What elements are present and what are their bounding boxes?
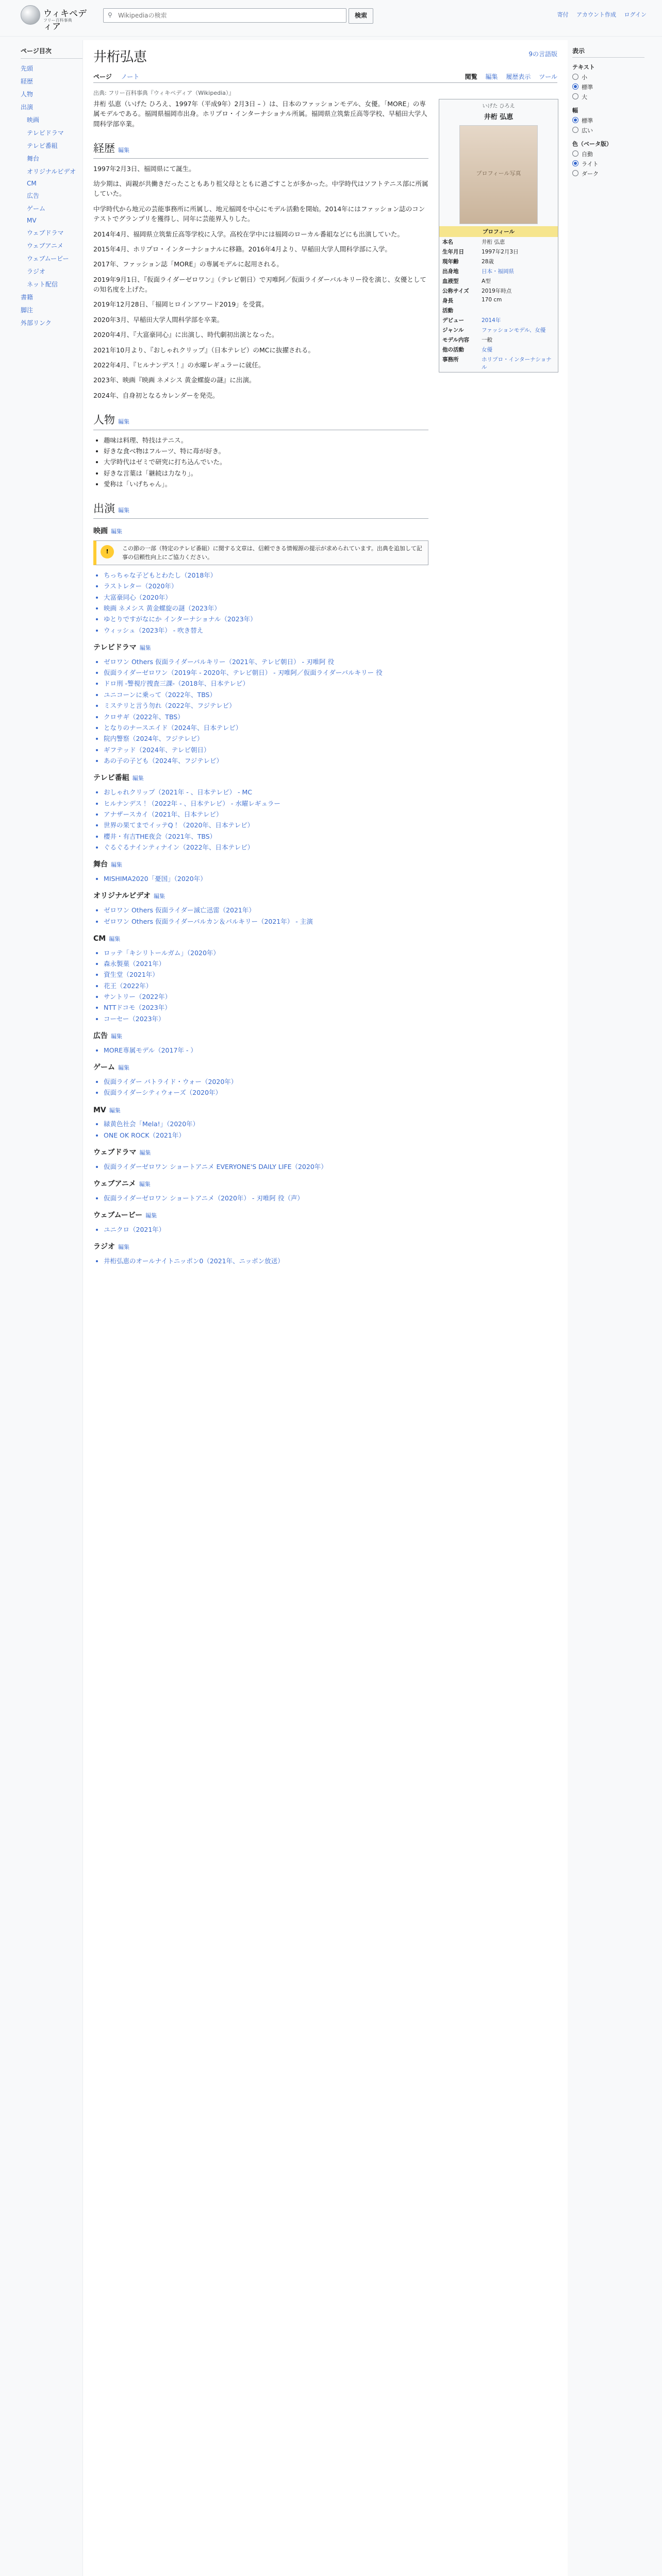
infobox-row: 血液型 A型 [442,278,491,284]
list-item: • 好きな食べ物はフルーツ、特に苺が好き。 [104,446,428,456]
list-item[interactable]: • サントリー（2022年） [104,992,428,1002]
tab-article[interactable]: ページ [93,73,112,80]
toc-item[interactable]: ウェブアニメ [27,242,63,249]
list-item[interactable]: • あの子の子ども（2024年、フジテレビ） [104,756,428,766]
infobox-row: 現年齢 28歳 [442,259,494,265]
infobox-row: 出身地 日本・福岡県 [442,268,514,275]
color-option[interactable]: ライト [572,160,644,168]
subsection-heading: ウェブドラマ 編集 [93,1148,151,1157]
section-heading-appearances: 出演 編集 [93,500,428,519]
list-item[interactable]: • 花王（2022年） [104,981,428,991]
list-item[interactable]: • 院内警察（2024年、フジテレビ） [104,734,428,743]
career-paragraph: 中学時代から地元の芸能事務所に所属し、地元福岡を中心にモデル活動を開始。2014年にはファッション誌のコンテストでグランプリを獲得し、同年に芸能界入りした。 [93,205,425,223]
list-item[interactable]: • ユニコーンに乗って（2022年、TBS） [104,690,428,700]
infobox-band: プロフィール [439,226,558,237]
donate-link[interactable]: 寄付 [557,11,569,18]
toc-item[interactable]: ネット配信 [27,281,58,288]
toc-item[interactable]: テレビ番組 [27,142,58,149]
edit-section-link[interactable]: 編集 [118,147,129,154]
page-title: 井桁弘恵 [93,49,147,65]
notice-text: この節の一部（特定のテレビ番組）に関する文章は、信頼できる情報源の提示が求められています。出典を追加して記事の信頼性向上にご協力ください。 [122,545,422,561]
intro-paragraph: 井桁 弘恵（いげた ひろえ、1997年（平成9年）2月3日 – ）は、日本のファッションモデル、女優。「MORE」の専属モデルである。福岡県福岡市出身。ホリプロ・インターナショナル所属。福岡県立筑紫丘高等学校、早稲田大学人間科学部卒業。 [93,100,427,128]
search-button[interactable]: 検索 [349,8,373,24]
appearance-list [93,948,428,1024]
radio-icon [572,150,578,157]
list-item[interactable]: • 大富豪同心（2020年） [104,592,428,602]
page-tabs [93,70,557,83]
infobox [439,99,558,372]
search-input[interactable] [117,10,341,21]
article-body [93,99,428,2576]
logo-wordmark: ウィキペディア [43,9,87,32]
tab-talk[interactable]: ノート [121,73,140,80]
career-paragraph: 2022年4月、『ヒルナンデス！』の水曜レギュラーに就任。 [93,361,265,369]
list-item[interactable]: • 世界の果てまでイッテQ！（2020年、日本テレビ） [104,820,428,830]
infobox-row: 身長 170 cm [442,297,502,304]
toc-item[interactable]: 先頭 [21,65,34,72]
career-paragraph: 2014年4月、福岡県立筑紫丘高等学校に入学。高校在学中には福岡のローカル番組などにも出演していた。 [93,230,404,238]
list-item[interactable]: • 仮面ライダーシティウォーズ（2020年） [104,1088,428,1097]
appearance-list [93,1045,428,1055]
list-item[interactable]: • ぐるぐるナインティナイン（2022年、日本テレビ） [104,842,428,852]
list-item[interactable]: • ロッテ「キシリトールガム」（2020年） [104,948,428,958]
career-paragraph: 2020年4月、『大富豪同心』に出演し、時代劇初出演となった。 [93,331,278,339]
career-paragraph: 2015年4月、ホリプロ・インターナショナルに移籍。2016年4月より、早稲田大学人間科学部に入学。 [93,245,391,253]
text-size-option[interactable]: 大 [572,93,644,101]
list-item[interactable]: • おしゃれクリップ（2021年 - 、日本テレビ） - MC [104,787,428,797]
appearance-list [93,1225,428,1234]
appearance-panel [572,46,644,179]
appearance-list [93,1119,428,1140]
toc-item[interactable]: オリジナルビデオ [27,168,76,175]
search-form [103,8,371,23]
section-heading-person: 人物 編集 [93,412,428,430]
infobox-kana: いげた ひろえ [482,104,515,109]
appearance-list [93,905,428,926]
toc-item[interactable]: MV [27,217,37,224]
tab-edit[interactable]: 編集 [485,73,498,80]
subsection-heading: ラジオ 編集 [93,1243,129,1251]
appearance-list [93,657,428,766]
list-item[interactable]: • となりのナースエイド（2024年、日本テレビ） [104,723,428,733]
color-option[interactable]: ダーク [572,170,644,178]
infobox-row: 生年月日 1997年2月3日 [442,249,519,255]
radio-icon [572,160,578,166]
subsection-heading: ゲーム 編集 [93,1063,129,1072]
career-paragraph: 2019年12月28日、「福岡ヒロインアワード2019」を受賞。 [93,300,268,309]
search-box[interactable] [103,8,346,23]
edit-section-link[interactable]: 編集 [111,861,122,869]
subsection-heading: 広告 編集 [93,1032,122,1041]
tab-read[interactable]: 閲覧 [465,73,477,80]
text-size-label: テキスト [572,64,595,71]
list-item[interactable]: • 仮面ライダーゼロワン（2019年 - 2020年、テレビ朝日） - 刃唯阿／仮面ライダーバルキリー 役 [104,668,428,677]
edit-section-link[interactable]: 編集 [109,935,121,942]
appearance-list [93,1077,428,1098]
toc-item[interactable]: CM [27,180,37,187]
toc-item[interactable]: 人物 [21,91,34,98]
radio-icon [572,170,578,176]
infobox-name: 井桁 弘恵 [484,113,514,121]
edit-section-link[interactable]: 編集 [118,1244,129,1251]
career-paragraph: 幼少期は、両親が共働きだったこともあり祖父母とともに過ごすことが多かった。中学時代はソフトテニス部に所属していた。 [93,180,428,198]
citation-notice [93,540,428,565]
list-item[interactable]: • ゼロワン Others 仮面ライダー滅亡迅雷（2021年） [104,905,428,915]
career-paragraph: 2021年10月より、『おしゃれクリップ』（日本テレビ）のMCに抜擢される。 [93,346,315,354]
toc-item[interactable]: 経歴 [21,78,34,85]
list-item[interactable]: • 資生堂（2021年） [104,970,428,979]
puzzle-globe-icon [21,5,40,25]
list-item[interactable]: • 井桁弘恵のオールナイトニッポン0（2021年、ニッポン放送） [104,1256,428,1266]
list-item[interactable]: • ゼロワン Others 仮面ライダーバルカン＆バルキリー（2021年） - 主演 [104,917,428,926]
width-option[interactable]: 広い [572,126,644,134]
list-item[interactable]: • ゼロワン Others 仮面ライダーバルキリー（2021年、テレビ朝日） - 刃唯阿 役 [104,657,428,667]
list-item: • 愛称は「いげちゃん」。 [104,479,428,489]
career-paragraph: 1997年2月3日、福岡県にて誕生。 [93,164,195,173]
width-option[interactable]: 標準 [572,116,644,125]
user-tools [551,10,647,19]
main-content-area [82,40,568,2576]
list-item[interactable]: • ギフテッド（2024年、テレビ朝日） [104,745,428,755]
radio-icon [572,83,578,90]
portrait-image[interactable] [459,125,538,224]
list-item[interactable]: • アナザースカイ（2021年、日本テレビ） [104,809,428,819]
site-sub: 出典: フリー百科事典『ウィキペディア（Wikipedia）』 [93,90,235,96]
person-list [93,435,428,489]
radio-icon [572,117,578,123]
toc-item[interactable]: 書籍 [21,294,34,301]
warning-icon: ! [101,545,114,558]
edit-section-link[interactable]: 編集 [109,1107,121,1114]
career-paragraph: 2019年9月1日、『仮面ライダーゼロワン』（テレビ朝日）で刃唯阿／仮面ライダーバルキリー役を演じ、女優としての知名度を上げた。 [93,275,426,294]
subsection-heading: ウェブアニメ 編集 [93,1180,151,1189]
edit-section-link[interactable]: 編集 [111,528,122,535]
language-button[interactable]: 9の言語版 [528,50,557,58]
edit-section-link[interactable]: 編集 [145,1212,157,1219]
login-link[interactable]: ログイン [624,11,647,18]
list-item[interactable]: • MORE専属モデル（2017年 - ） [104,1045,428,1055]
toc-item[interactable]: 映画 [27,116,40,124]
edit-section-link[interactable]: 編集 [139,1149,151,1157]
subsection-heading: 舞台 編集 [93,860,122,869]
text-size-option[interactable]: 小 [572,73,644,81]
list-item: • 好きな言葉は「継続は力なり」。 [104,468,428,478]
toc-item[interactable]: 脚注 [21,307,34,314]
width-label: 幅 [572,107,578,114]
list-item[interactable]: • ちっちゃな子どもとわたし（2018年） [104,570,428,580]
wikipedia-logo[interactable] [21,5,88,32]
edit-section-link[interactable]: 編集 [118,1064,129,1072]
color-option[interactable]: 自動 [572,150,644,158]
infobox-row: ジャンル ファッションモデル、女優 [442,327,546,333]
photo-label: プロフィール写真 [476,170,521,177]
list-item[interactable]: • クロサギ（2022年、TBS） [104,712,428,722]
infobox-row: モデル内容 一般 [442,337,492,343]
toc-item[interactable]: 出演 [21,104,34,111]
toc-heading: ページ目次 [21,46,82,59]
appearance-list [93,1256,428,1266]
list-item[interactable]: • MISHIMA2020「憂国」（2020年） [104,874,428,884]
list-item[interactable]: • 森永製菓（2021年） [104,959,428,969]
infobox-row: 本名 井桁 弘恵 [442,239,505,245]
infobox-row: 事務所 ホリプロ・インターナショナル [442,357,552,370]
list-item[interactable]: • ONE OK ROCK（2021年） [104,1130,428,1140]
list-item[interactable]: • 仮面ライダーゼロワン ショートアニメ（2020年） - 刃唯阿 役（声） [104,1193,428,1203]
table-of-contents [21,46,82,329]
appearance-list [93,1193,428,1203]
infobox-row: デビュー 2014年 [442,317,501,324]
toc-item[interactable]: ウェブドラマ [27,229,64,236]
subsection-heading: MV 編集 [93,1106,121,1114]
section-heading-career: 経歴 編集 [93,140,428,159]
subsection-heading: テレビドラマ 編集 [93,643,151,652]
toc-item[interactable]: テレビドラマ [27,129,64,137]
list-item[interactable]: • 仮面ライダーゼロワン ショートアニメ EVERYONE'S DAILY LIFE（2020年） [104,1162,428,1172]
site-header [0,0,662,37]
tab-tools[interactable]: ツール [539,73,557,80]
list-item[interactable]: • NTTドコモ（2023年） [104,1003,428,1012]
list-item: • 大学時代はゼミで研究に打ち込んでいた。 [104,457,428,467]
list-item[interactable]: • 櫻井・有吉THE夜会（2021年、TBS） [104,832,428,841]
edit-section-link[interactable]: 編集 [118,418,129,426]
list-item[interactable]: • ウィッシュ（2023年） - 吹き替え [104,625,428,635]
subsection-heading: 映画 編集 [93,527,122,536]
appearance-list [93,874,428,884]
list-item[interactable]: • 仮面ライダー バトライド・ウォー（2020年） [104,1077,428,1087]
list-item[interactable]: • ラストレター（2020年） [104,581,428,591]
toc-item[interactable]: 外部リンク [21,319,52,327]
list-item[interactable]: • ヒルナンデス！（2022年 - 、日本テレビ） - 水曜レギュラー [104,799,428,808]
toc-item[interactable]: ウェブムービー [27,255,69,262]
list-item[interactable]: • ドロ刑 -警視庁捜査三課-（2018年、日本テレビ） [104,679,428,688]
edit-section-link[interactable]: 編集 [139,645,151,652]
toc-item[interactable]: ゲーム [27,205,46,212]
tab-history[interactable]: 履歴表示 [506,73,531,80]
infobox-row: 活動 [442,308,453,314]
text-size-option[interactable]: 標準 [572,83,644,91]
radio-icon [572,127,578,133]
appearance-list [93,1162,428,1172]
subsection-heading: ウェブムービー 編集 [93,1211,157,1220]
appearance-heading: 表示 [572,46,644,58]
list-item[interactable]: • ゆとりですがなにか インターナショナル（2023年） [104,614,428,624]
infobox-row: 公称サイズ 2019年時点 [442,288,512,294]
appearance-list [93,570,428,635]
toc-item[interactable]: 舞台 [27,155,40,162]
list-item[interactable]: • ユニクロ（2021年） [104,1225,428,1234]
infobox-table [439,237,558,372]
toc-item[interactable]: ラジオ [27,268,46,275]
edit-section-link[interactable]: 編集 [132,775,144,782]
edit-section-link[interactable]: 編集 [139,1181,151,1188]
subsection-heading: CM 編集 [93,934,121,943]
radio-icon [572,74,578,80]
edit-section-link[interactable]: 編集 [154,893,166,900]
create-account-link[interactable]: アカウント作成 [576,11,617,18]
career-paragraph: 2020年3月、早稲田大学人間科学部を卒業。 [93,315,224,324]
list-item[interactable]: • 緑黄色社会「Mela!」（2020年） [104,1119,428,1129]
career-paragraph: 2017年、ファッション誌「MORE」の専属モデルに起用される。 [93,260,283,268]
list-item[interactable]: • コーセー（2023年） [104,1014,428,1024]
infobox-row: 他の活動 女優 [442,347,492,353]
edit-section-link[interactable]: 編集 [111,1033,122,1040]
search-icon: ⚲ [108,11,112,19]
career-paragraph: 2024年、自身初となるカレンダーを発売。 [93,391,219,399]
appearance-list [93,787,428,852]
edit-section-link[interactable]: 編集 [118,507,129,514]
logo-tagline: フリー百科事典 [43,18,72,23]
career-paragraph: 2023年、映画『映画 ネメシス 黄金螺旋の謎』に出演。 [93,376,256,384]
list-item: • 趣味は料理、特技はテニス。 [104,435,428,445]
radio-icon [572,93,578,99]
subsection-heading: テレビ番組 編集 [93,774,144,783]
list-item[interactable]: • 映画 ネメシス 黄金螺旋の謎（2023年） [104,603,428,613]
color-label: 色（ベータ版） [572,141,612,147]
subsection-heading: オリジナルビデオ 編集 [93,892,166,901]
toc-item[interactable]: 広告 [27,192,40,199]
list-item[interactable]: • ミステリと言う勿れ（2022年、フジテレビ） [104,701,428,710]
